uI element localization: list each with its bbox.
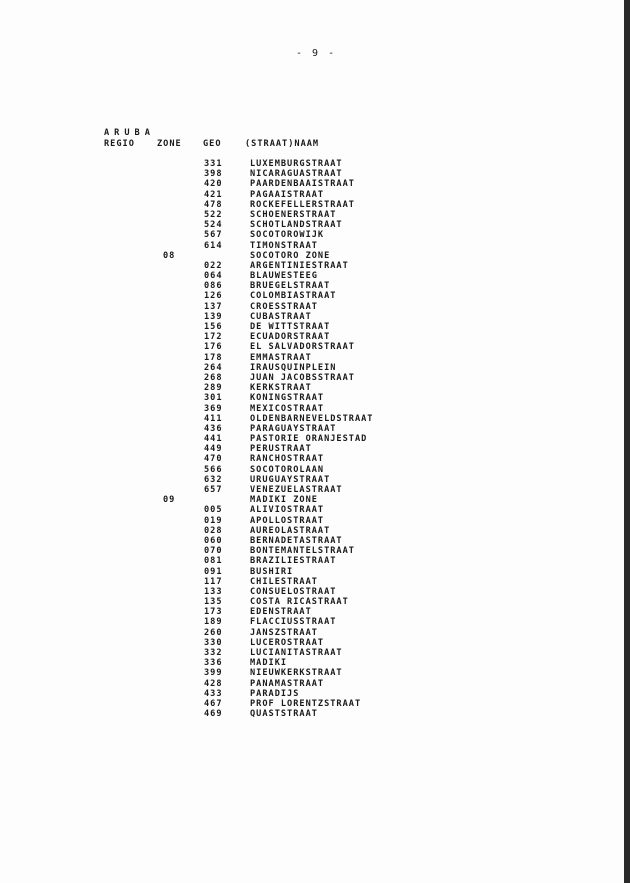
geo-cell: 172 — [204, 332, 223, 343]
table-row — [0, 505, 630, 515]
street-name-cell: KERKSTRAAT — [250, 383, 312, 394]
table-row — [0, 241, 630, 251]
street-name-cell: MADIKI ZONE — [250, 495, 318, 506]
geo-cell: 441 — [204, 434, 223, 445]
table-row — [0, 159, 630, 169]
table-row — [0, 404, 630, 414]
street-name-cell: JANSZSTRAAT — [250, 627, 318, 638]
geo-cell: 399 — [204, 668, 223, 679]
street-name-cell: COSTA RICASTRAAT — [250, 597, 349, 608]
geo-cell: 330 — [204, 637, 223, 648]
street-name-cell: PERUSTRAAT — [250, 444, 312, 455]
table-row — [0, 281, 630, 291]
table-row — [0, 353, 630, 363]
street-name-cell: ECUADORSTRAAT — [250, 332, 331, 343]
table-row — [0, 597, 630, 607]
street-name-cell: KONINGSTRAAT — [250, 393, 325, 404]
geo-cell: 137 — [204, 301, 223, 312]
geo-cell: 117 — [204, 576, 223, 587]
geo-cell: 264 — [204, 362, 223, 373]
table-row — [0, 220, 630, 230]
table-row — [0, 556, 630, 566]
street-name-cell: BRUEGELSTRAAT — [250, 281, 331, 292]
street-name-cell: ALIVIOSTRAAT — [250, 505, 325, 516]
street-name-cell: AUREOLASTRAAT — [250, 525, 331, 536]
table-row — [0, 179, 630, 189]
col-header-geo: GEO — [203, 139, 222, 149]
street-name-cell: BUSHIRI — [250, 566, 294, 577]
street-name-cell: CUBASTRAAT — [250, 311, 312, 322]
table-row — [0, 383, 630, 393]
street-name-cell: PANAMASTRAAT — [250, 678, 325, 689]
table-row — [0, 648, 630, 658]
street-name-cell: BONTEMANTELSTRAAT — [250, 546, 355, 557]
street-name-cell: CHILESTRAAT — [250, 576, 318, 587]
table-row — [0, 628, 630, 638]
table-row — [0, 536, 630, 546]
geo-cell: 478 — [204, 199, 223, 210]
table-row — [0, 200, 630, 210]
table-row — [0, 658, 630, 668]
table-row — [0, 699, 630, 709]
zone-cell: 08 — [163, 250, 176, 261]
geo-cell: 091 — [204, 566, 223, 577]
col-header-name: (STRAAT)NAAM — [245, 139, 320, 149]
street-name-cell: CROESSTRAAT — [250, 301, 318, 312]
street-name-cell: NIEUWKERKSTRAAT — [250, 668, 343, 679]
street-name-cell: PAGAAISTRAAT — [250, 189, 325, 200]
street-name-cell: MADIKI — [250, 658, 288, 669]
street-name-cell: PAARDENBAAISTRAAT — [250, 179, 355, 190]
table-row — [0, 679, 630, 689]
street-name-cell: IRAUSQUINPLEIN — [250, 362, 337, 373]
table-row — [0, 291, 630, 301]
street-name-cell: PASTORIE ORANJESTAD — [250, 434, 368, 445]
table-row — [0, 567, 630, 577]
street-name-cell: COLOMBIASTRAAT — [250, 291, 337, 302]
geo-cell: 566 — [204, 464, 223, 475]
geo-cell: 301 — [204, 393, 223, 404]
geo-cell: 336 — [204, 658, 223, 669]
geo-cell: 469 — [204, 709, 223, 720]
table-row — [0, 169, 630, 179]
table-row — [0, 322, 630, 332]
geo-cell: 268 — [204, 372, 223, 383]
street-name-cell: TIMONSTRAAT — [250, 240, 318, 251]
street-name-cell: EL SALVADORSTRAAT — [250, 342, 355, 353]
street-name-cell: ARGENTINIESTRAAT — [250, 260, 349, 271]
geo-cell: 022 — [204, 260, 223, 271]
geo-cell: 632 — [204, 474, 223, 485]
table-row — [0, 444, 630, 454]
geo-cell: 436 — [204, 423, 223, 434]
street-name-cell: JUAN JACOBSSTRAAT — [250, 372, 355, 383]
geo-cell: 139 — [204, 311, 223, 322]
geo-cell: 449 — [204, 444, 223, 455]
geo-cell: 567 — [204, 230, 223, 241]
geo-cell: 060 — [204, 535, 223, 546]
geo-cell: 156 — [204, 322, 223, 332]
street-name-cell: PARADIJS — [250, 688, 300, 699]
geo-cell: 428 — [204, 678, 223, 689]
geo-cell: 470 — [204, 454, 223, 465]
street-name-cell: PARAGUAYSTRAAT — [250, 423, 337, 434]
geo-cell: 176 — [204, 342, 223, 353]
geo-cell: 522 — [204, 209, 223, 220]
geo-cell: 086 — [204, 281, 223, 292]
geo-cell: 398 — [204, 169, 223, 180]
geo-cell: 433 — [204, 688, 223, 699]
street-name-cell: RANCHOSTRAAT — [250, 454, 325, 465]
table-row — [0, 475, 630, 485]
street-name-cell: LUCEROSTRAAT — [250, 637, 325, 648]
table-row — [0, 526, 630, 536]
geo-cell: 005 — [204, 505, 223, 516]
geo-cell: 421 — [204, 189, 223, 200]
geo-cell: 420 — [204, 179, 223, 190]
table-row — [0, 261, 630, 271]
street-name-cell: VENEZUELASTRAAT — [250, 485, 343, 495]
country-heading: ARUBA — [104, 128, 155, 138]
street-name-cell: BLAUWESTEEG — [250, 271, 318, 282]
table-row — [0, 689, 630, 699]
geo-cell: 135 — [204, 597, 223, 608]
table-row — [0, 363, 630, 373]
table-row — [0, 312, 630, 322]
street-name-cell: BRAZILIESTRAAT — [250, 556, 337, 567]
street-name-cell: NICARAGUASTRAAT — [250, 169, 343, 180]
col-header-regio: REGIO — [104, 139, 135, 149]
table-row — [0, 302, 630, 312]
table-row — [0, 516, 630, 526]
table-row — [0, 230, 630, 240]
table-row — [0, 414, 630, 424]
table-row — [0, 251, 630, 261]
geo-cell: 189 — [204, 617, 223, 628]
geo-cell: 411 — [204, 413, 223, 424]
street-name-cell: CONSUELOSTRAAT — [250, 586, 337, 597]
geo-cell: 657 — [204, 485, 223, 495]
geo-cell: 178 — [204, 352, 223, 363]
table-row — [0, 434, 630, 444]
col-header-zone: ZONE — [157, 139, 182, 149]
table-row — [0, 587, 630, 597]
table-row — [0, 617, 630, 627]
street-name-cell: LUXEMBURGSTRAAT — [250, 159, 343, 169]
geo-cell: 524 — [204, 220, 223, 231]
street-name-cell: URUGUAYSTRAAT — [250, 474, 331, 485]
street-name-cell: LUCIANITASTRAAT — [250, 648, 343, 658]
geo-cell: 133 — [204, 586, 223, 597]
street-name-cell: QUASTSTRAAT — [250, 709, 318, 720]
table-row — [0, 638, 630, 648]
table-row — [0, 485, 630, 495]
geo-cell: 331 — [204, 159, 223, 169]
table-row — [0, 454, 630, 464]
geo-cell: 260 — [204, 627, 223, 638]
table-row — [0, 709, 630, 719]
street-name-cell: MEXICOSTRAAT — [250, 403, 325, 414]
table-row — [0, 190, 630, 200]
geo-cell: 173 — [204, 607, 223, 618]
page-number: - 9 - — [296, 48, 337, 59]
street-name-cell: ROCKEFELLERSTRAAT — [250, 199, 355, 210]
geo-cell: 126 — [204, 291, 223, 302]
street-name-cell: SOCOTOROWIJK — [250, 230, 325, 241]
street-name-cell: EMMASTRAAT — [250, 352, 312, 363]
table-row — [0, 373, 630, 383]
table-row — [0, 271, 630, 281]
street-name-cell: SCHOTLANDSTRAAT — [250, 220, 343, 231]
geo-cell: 070 — [204, 546, 223, 557]
table-row — [0, 495, 630, 505]
street-list — [0, 159, 630, 719]
street-name-cell: FLACCIUSSTRAAT — [250, 617, 337, 628]
geo-cell: 064 — [204, 271, 223, 282]
street-name-cell: OLDENBARNEVELDSTRAAT — [250, 413, 374, 424]
geo-cell: 332 — [204, 648, 223, 658]
geo-cell: 028 — [204, 525, 223, 536]
table-row — [0, 332, 630, 342]
table-row — [0, 577, 630, 587]
geo-cell: 019 — [204, 515, 223, 526]
table-row — [0, 465, 630, 475]
zone-cell: 09 — [163, 495, 176, 506]
geo-cell: 289 — [204, 383, 223, 394]
table-row — [0, 607, 630, 617]
geo-cell: 614 — [204, 240, 223, 251]
street-name-cell: SCHOENERSTRAAT — [250, 209, 337, 220]
street-name-cell: SOCOTORO ZONE — [250, 250, 331, 261]
street-name-cell: PROF LORENTZSTRAAT — [250, 698, 362, 709]
street-name-cell: APOLLOSTRAAT — [250, 515, 325, 526]
street-name-cell: BERNADETASTRAAT — [250, 535, 343, 546]
table-row — [0, 210, 630, 220]
table-row — [0, 668, 630, 678]
street-name-cell: DE WITTSTRAAT — [250, 322, 331, 332]
table-row — [0, 342, 630, 352]
geo-cell: 081 — [204, 556, 223, 567]
geo-cell: 467 — [204, 698, 223, 709]
table-row — [0, 546, 630, 556]
table-row — [0, 424, 630, 434]
geo-cell: 369 — [204, 403, 223, 414]
street-name-cell: SOCOTOROLAAN — [250, 464, 325, 475]
street-name-cell: EDENSTRAAT — [250, 607, 312, 618]
table-row — [0, 393, 630, 403]
